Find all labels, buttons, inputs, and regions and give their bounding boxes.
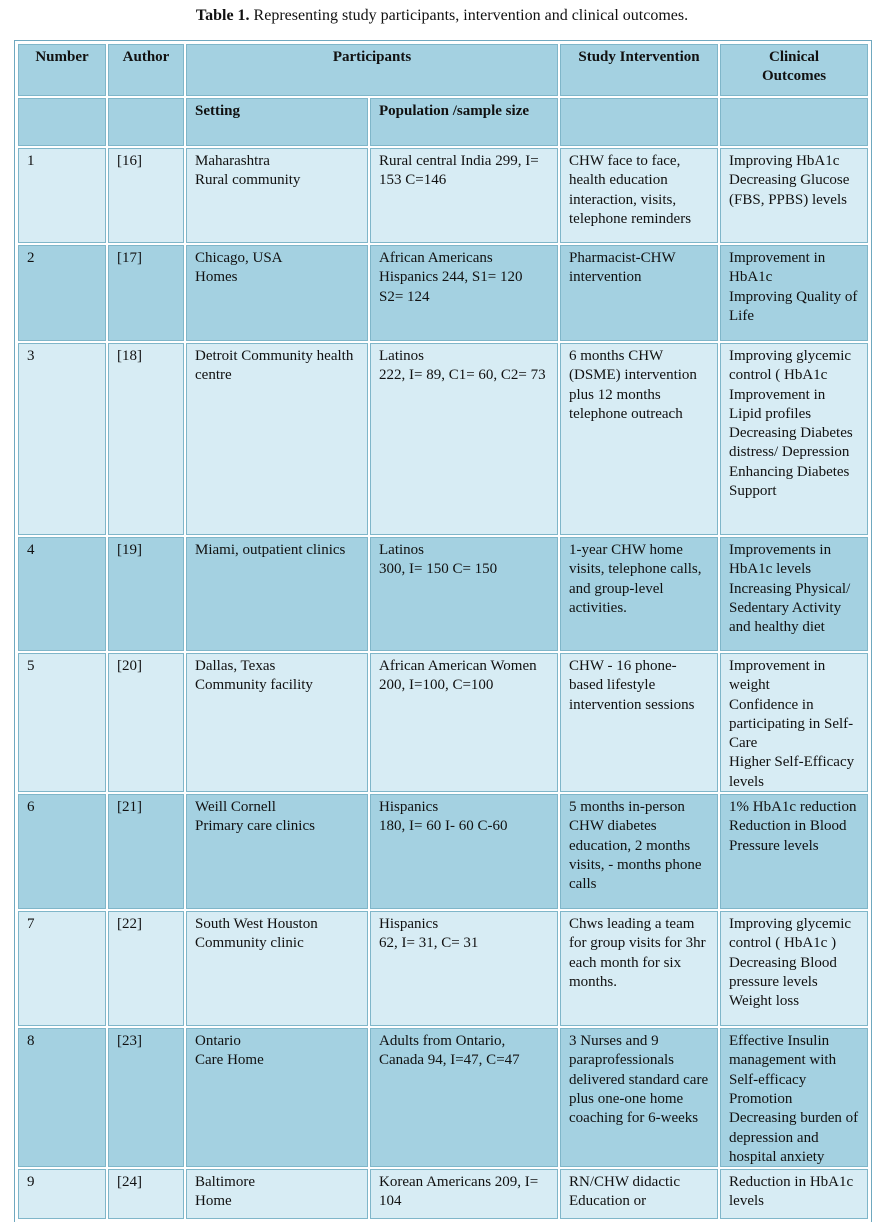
cell-population [369,1168,559,1220]
cell-number: 4 [17,536,107,652]
cell-setting [185,244,369,342]
cell-intervention [559,793,719,910]
table-row [17,1027,869,1168]
cell-population-line: 180, I= 60 I- 60 C-60 [379,818,508,835]
header-row [17,43,869,97]
cell-outcomes [719,244,869,342]
cell-number: 3 [17,342,107,536]
cell-setting-line: Community facility [195,677,313,694]
cell-setting [185,342,369,536]
cell-population [369,1027,559,1168]
cell-author: [17] [107,244,185,342]
cell-population [369,652,559,793]
cell-setting-line: Community clinic [195,935,304,952]
cell-population [369,147,559,244]
subheader-population: Population /sample size [369,97,559,147]
cell-outcomes-line: Reduction in Blood Pressure levels [729,818,847,854]
cell-setting-line: Primary care clinics [195,818,315,835]
cell-setting-line: Baltimore [195,1174,255,1191]
cell-outcomes-line: Increasing Physical/ Sedentary Activity and healthy diet [729,580,851,636]
cell-population-line: 222, I= 89, C1= 60, C2= 73 [379,367,546,384]
cell-setting-line: Homes [195,269,238,286]
cell-outcomes-line: Reduction in HbA1c levels [729,1174,854,1210]
cell-outcomes-line: Improvement in HbA1c [729,250,826,286]
cell-intervention-line: 6 months CHW (DSME) intervention plus 12 months telephone outreach [569,348,697,422]
cell-number: 2 [17,244,107,342]
subheader-empty-outcomes [719,97,869,147]
cell-setting [185,147,369,244]
cell-population-line: Latinos [379,348,424,364]
subheader-row [17,97,869,147]
cell-setting [185,1027,369,1168]
cell-intervention [559,536,719,652]
cell-number: 9 [17,1168,107,1220]
table-row [17,1168,869,1220]
cell-author: [21] [107,793,185,910]
cell-outcomes-line: Improving glycemic control ( HbA1c [729,348,852,384]
cell-number: 1 [17,147,107,244]
cell-number: 8 [17,1027,107,1168]
cell-setting-line: Home [195,1193,232,1210]
cell-outcomes [719,652,869,793]
header-intervention: Study Intervention [559,43,719,97]
cell-intervention [559,652,719,793]
cell-outcomes [719,1027,869,1168]
cell-intervention-line: CHW face to face, health education interaction, visits, telephone reminders [569,153,692,227]
cell-outcomes [719,1168,869,1220]
cell-outcomes [719,536,869,652]
cell-setting-line: Detroit Community health centre [195,348,354,384]
cell-intervention [559,1168,719,1220]
cell-population [369,244,559,342]
cell-number: 6 [17,793,107,910]
cell-intervention-line: 3 Nurses and 9 paraprofessionals delivered standard care plus one-one home coaching for 6-weeks [569,1033,709,1127]
cell-setting-line: Chicago, USA [195,250,283,266]
table-row [17,147,869,244]
cell-setting-line: Miami, outpatient clinics [195,542,346,558]
table-caption-text: Representing study participants, intervention and clinical outcomes. [249,7,689,24]
cell-outcomes-line: Improvement in Lipid profiles [729,386,826,422]
cell-setting-line: Care Home [195,1052,264,1069]
cell-population [369,536,559,652]
table-row [17,652,869,793]
cell-population [369,910,559,1027]
cell-population-line: 300, I= 150 C= 150 [379,561,498,578]
cell-outcomes-line: Improvement in weight [729,658,826,694]
cell-population-line: African Americans [379,250,493,266]
cell-intervention [559,244,719,342]
cell-population [369,793,559,910]
cell-intervention-line: Chws leading a team for group visits for 3hr each month for six months. [569,916,706,990]
cell-outcomes [719,910,869,1027]
cell-outcomes-line: Improving Quality of Life [729,288,858,324]
subheader-empty-author [107,97,185,147]
cell-intervention [559,147,719,244]
cell-population-line: 200, I=100, C=100 [379,677,494,694]
cell-outcomes [719,147,869,244]
cell-author: [18] [107,342,185,536]
subheader-empty-intervention [559,97,719,147]
cell-population-line: Adults from Ontario, Canada 94, I=47, C=47 [379,1033,520,1069]
cell-setting [185,793,369,910]
cell-number: 5 [17,652,107,793]
cell-setting [185,652,369,793]
cell-setting-line: Rural community [195,172,301,189]
cell-outcomes-line: Confidence in participating in Self-Care [729,696,854,752]
cell-population-line: Hispanics 244, S1= 120 S2= 124 [379,269,523,305]
cell-outcomes-line: Decreasing Glucose (FBS, PPBS) levels [729,172,850,208]
cell-setting-line: Maharashtra [195,153,270,169]
table-row [17,244,869,342]
subheader-setting: Setting [185,97,369,147]
cell-outcomes-line: Weight loss [729,993,800,1010]
cell-population-line: Hispanics [379,916,439,933]
table-caption [0,6,884,26]
cell-outcomes-line: Decreasing Diabetes distress/ Depression [729,425,853,461]
cell-outcomes-line: Enhancing Diabetes Support [729,463,850,500]
cell-author: [16] [107,147,185,244]
cell-outcomes-line: Decreasing Blood pressure levels [729,954,837,990]
cell-intervention [559,342,719,536]
cell-outcomes-line: Decreasing burden of depression and hospital anxiety [729,1110,859,1165]
cell-outcomes [719,342,869,536]
header-author: Author [107,43,185,97]
cell-setting-line: Ontario [195,1033,241,1050]
cell-population-line: Rural central India 299, I= 153 C=146 [379,153,539,189]
cell-author: [19] [107,536,185,652]
table-row [17,910,869,1027]
cell-setting [185,536,369,652]
cell-outcomes [719,793,869,910]
cell-outcomes-line: Improvements in HbA1c levels [729,542,832,578]
cell-setting [185,910,369,1027]
cell-setting-line: Dallas, Texas [195,658,276,674]
cell-outcomes-line: 1% HbA1c reduction [729,799,857,816]
cell-setting-line: South West Houston [195,916,318,933]
cell-intervention-line: Pharmacist-CHW intervention [569,250,676,286]
cell-number: 7 [17,910,107,1027]
cell-population-line: Korean Americans 209, I= 104 [379,1174,539,1210]
header-outcomes: Clinical Outcomes [719,43,869,97]
cell-intervention-line: CHW - 16 phone-based lifestyle intervention sessions [569,658,695,713]
table-row [17,793,869,910]
table-label: Table 1. [195,7,250,24]
subheader-empty-number [17,97,107,147]
cell-intervention-line: 5 months in-person CHW diabetes education, 2 months visits, - months phone calls [569,799,702,893]
cell-intervention [559,1027,719,1168]
table-row [17,536,869,652]
cell-author: [20] [107,652,185,793]
cell-author: [22] [107,910,185,1027]
cell-author: [23] [107,1027,185,1168]
cell-population [369,342,559,536]
cell-population-line: Latinos [379,542,424,558]
study-table [15,41,871,1222]
table-body [17,147,869,1220]
cell-setting [185,1168,369,1220]
cell-intervention [559,910,719,1027]
cell-intervention-line: 1-year CHW home visits, telephone calls, and group-level activities. [569,542,702,616]
cell-population-line: African American Women [379,658,537,674]
cell-author: [24] [107,1168,185,1220]
cell-setting-line: Weill Cornell [195,799,276,816]
header-participants: Participants [185,43,559,97]
cell-outcomes-line: Effective Insulin management with Self-efficacy Promotion [729,1033,837,1107]
table-row [17,342,869,536]
cell-outcomes-line: Improving HbA1c [729,153,840,169]
cell-population-line: 62, I= 31, C= 31 [379,935,479,952]
header-number: Number [17,43,107,97]
cell-population-line: Hispanics [379,799,439,816]
cell-outcomes-line: Improving glycemic control ( HbA1c ) [729,916,852,952]
cell-outcomes-line: Higher Self-Efficacy levels [729,754,855,790]
cell-intervention-line: RN/CHW didactic Education or [569,1174,680,1210]
